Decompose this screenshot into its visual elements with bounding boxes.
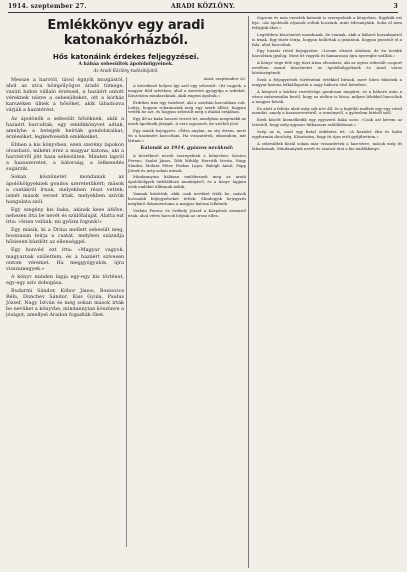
column-divider <box>126 77 127 547</box>
header-date: 1914. szeptember 27. <box>8 3 87 10</box>
paragraph: A könyv vége felé egy tiszt írása olvasható, aki az egész sebesült csoport nevében mond köszönetet az ápolóhölgyeknek és Arad város közönségének. <box>252 60 402 76</box>
article-dateline: Arad, szeptember 26. <box>203 76 246 81</box>
paragraph: Az ápolónők a sebesült hősöknek, akik a hazaért harcoltak, egy emlékkönyvet adtak, amelybe a betegek beírták gondolataikat, érzéseiket, legkedvesebb emlékeiket. <box>6 115 124 140</box>
paragraph: Ezek között kiemelkedik egy egyszerű baka sora: »Csak azt kérem az Istentől, hogy még egyszer láthassam szülőfalumat.« <box>252 117 402 128</box>
paragraph: Egy 48-as baka hosszú verset írt, amelyben megénekli az aradi ápolónők jóságát. A vers egyszerű, de szívből jövő. <box>128 116 246 127</box>
paragraph: Budarmi Sándor, Kóbor János, Bozsovics Béla, Dunchev Sándor, Kiss Gyula, Paulus József, Nagy István és még sokan mások írták be nevüket a könyvbe, mindannyian köszönve a jóságot, amellyel Aradon fogadták őket. <box>6 288 124 319</box>
header-page-number: 3 <box>393 3 398 10</box>
paragraph: Egy szegény kis baka, akinek keze átlőve, nehezen írta be nevét és szülőfaluját. Alatta ezt írta: »Isten velünk, mi győzni fogunk!« <box>6 206 124 226</box>
paragraph: A következő nevek szerepelnek a könyvben: Kovács Ferenc, Szabó János, Tóth Mihály, Horváth István, Nagy Sándor, Molnár Péter, Farkas Lajos, Balogh Antal, Papp József és még sokan mások. <box>128 152 246 173</box>
header-rule <box>8 12 398 13</box>
main-column-divider <box>248 16 249 568</box>
section-title: Katonák az 1914. gyászos nevüknél: <box>140 145 234 151</box>
header-paper-title: ARADI KÖZLÖNY. <box>170 3 236 10</box>
paragraph: Szép az is, amit egy fiatal önkéntes írt: »A hazáért élni és halni egyformán dicsőség. Köszönöm, hogy itt újra erőt gyűjthettem.« <box>252 129 402 140</box>
paragraph: Egy honvéd ezt írta: »Magyar vagyok, magyarnak születtem, és a hazáért szívesen ontom véremet. Ha meggyógyulok, újra visszamegyek.« <box>6 247 124 272</box>
paragraph: Soproni és más ezredek katonái is szerepelnek a könyvben. Egyikük ezt írja: »Az ápolónők olyanok voltak hozzánk, mint édesanyánk. Soha el nem felejtjük őket.« <box>252 16 402 30</box>
article-left-block <box>6 16 246 568</box>
paragraph: Mindannyian hálásan emlékeznek meg az aradi ápolóhölgyek önfeláldozó munkájáról, és a könyv lapjain örök emléket állítanak nekik. <box>128 174 246 190</box>
paragraph: Vannak közöttük, akik csak nevüket írták be, mások hosszabb feljegyzéseket tettek. Mindegyik bejegyzés megható dokumentuma a magyar katona lelkének. <box>128 191 246 206</box>
paragraph: Egy huszár rövid bejegyzése: »Lovam elesett alattam, de én tovább harcoltam gyalog. Most itt vagyok és hamarosan újra nyeregbe szállok.« <box>252 48 402 59</box>
article-subhead: Hős katonáink érdekes feljegyzései. <box>52 52 200 61</box>
paragraph: Egy másik bejegyzés: »Édes anyám, ne sírj értem, mert én a hazámért harcoltam. Ha visszatérek, elmondom, mit láttam.« <box>128 128 246 143</box>
paragraph: Sokan köszönetet mondanak az ápolóhölgyeknek gondos szeretetükért; mások a csatákról írnak, melyekben részt vettek; ismét mások verset írtak, melyekben szívük hangulata szól. <box>6 174 124 205</box>
paragraph: Egy másik, ki a Drina mellett sebesült meg, hosszasan leírja a csatát, melyben századja hősiesen küzdött az ellenséggel. <box>6 227 124 246</box>
article-kicker: A hábáa sebesültek ápolóhölgyeinek. <box>78 62 174 67</box>
paragraph: Ezek a feljegyzések történelmi értékkel bírnak, mert hűen tükrözik a magyar katona lelkiállapotát a nagy háború első heteiben. <box>252 76 402 87</box>
paragraph: Legtöbben köszönetet mondanak, de vannak, akik a háború borzalmairól is írnak. Egy tüzér leírja, hogyan hullottak a gránátok, hogyan pusztult el a falu, ahol harcoltak. <box>252 31 402 47</box>
article-column-a <box>6 77 124 320</box>
article-column-b <box>128 77 246 221</box>
article-byline: Az Aradi Közlöny tudósítójától. <box>93 68 159 73</box>
paragraph: Ebben a kis könyvben, ezen szerény lapokon olvasható, miként érez a magyar katona, aki a harctérről jött haza sebesülten. Minden lapról a hazaszeretet, a bátorság, a lelkesedés sugárzik. <box>6 141 124 173</box>
article-headline: Emlékkönyv egy aradi katonakórházból. <box>47 18 205 48</box>
paragraph: Ez alatt a felirás alatt még sok név áll, és a legtöbb mellett egy-egy rövid mondat, amely a hazaszeretetről, a reményről, a győzelem hitéről szól. <box>252 105 402 116</box>
paragraph: Érdekes írás egy tizedesé, aki a szerbiai harcokban volt. Leírja, hogyan rohamoztak meg egy szerb állást, hogyan vették be azt, és hogyan sebesült meg a diadal órájában. <box>128 99 246 115</box>
paragraph: Messze a harctól, távol égnyik mozgástól, ahol az utca hömpölyögve áradó tömege, vasúti hídon vállaló érzéssel, a hazáért ontott véreknek nézve a sebesülteket, ott a kórház karszéken ülnek a hősöket, akik lábadozva várják a hazatérést. <box>6 77 124 114</box>
paragraph: A könyvet a kórház vezetősége gondosan megőrzi, és a háború után a város múzeumába kerül, hogy az utókor is lássa, milyen lélekkel harcoltak a magyar hősök. <box>252 88 402 104</box>
paragraph: Verbán Ferenc és Székely József a Kárpátok ormairól írtak, ahol véres harcok folytak az orosz ellen. <box>128 207 246 218</box>
paragraph: A könyv minden lapja egy-egy kis történet, egy-egy szív dobogása. <box>6 273 124 286</box>
paragraph: A következő helyen így szól egy sebesült: »Itt vagyok, a magyar föld szívében, ahol a szeretet gyógyítja a sebeket. Köszönöm mindazoknak, akik engem ápoltak.« <box>128 82 246 98</box>
paragraph: A sebesültek közül sokan már visszatértek a harctérre, mások még itt lábadoznak. Mindannyiuk nevét és szavait őrzi a kis emlékkönyv. <box>252 140 402 151</box>
page-header <box>8 3 398 12</box>
article-right-column <box>252 16 402 568</box>
